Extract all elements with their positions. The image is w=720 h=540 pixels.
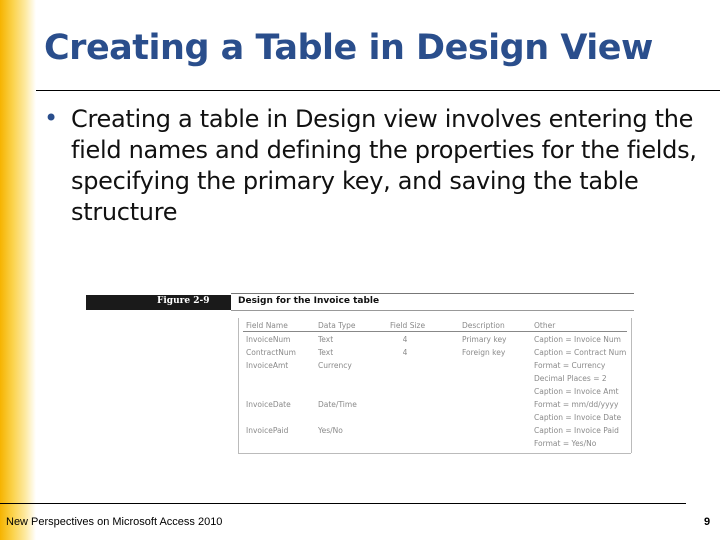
footer-text: New Perspectives on Microsoft Access 2010 <box>6 516 223 528</box>
bullet-marker: • <box>44 104 59 132</box>
table-cell-other: Decimal Places = 2 <box>534 374 607 383</box>
table-cell-other: Format = Yes/No <box>534 439 597 448</box>
column-header-field-name: Field Name <box>246 321 288 330</box>
accent-side-bar <box>0 0 36 540</box>
column-header-description: Description <box>462 321 505 330</box>
column-header-data-type: Data Type <box>318 321 356 330</box>
figure-header-rule <box>231 310 634 311</box>
figure-label: Figure 2-9 <box>157 296 210 306</box>
table-cell-field: ContractNum <box>246 348 296 357</box>
table-cell-description: Foreign key <box>462 348 506 357</box>
table-cell-other: Format = mm/dd/yyyy <box>534 400 619 409</box>
table-cell-field: InvoiceNum <box>246 335 291 344</box>
table-cell-type: Currency <box>318 361 352 370</box>
table-cell-other: Caption = Invoice Paid <box>534 426 619 435</box>
table-cell-type: Date/Time <box>318 400 357 409</box>
slide-title: Creating a Table in Design View <box>44 28 653 68</box>
table-cell-size: 4 <box>402 335 408 344</box>
table-cell-other: Caption = Contract Num <box>534 348 627 357</box>
table-cell-description: Primary key <box>462 335 507 344</box>
footer-divider <box>0 503 686 504</box>
table-cell-type: Text <box>318 335 334 344</box>
table-cell-other: Format = Currency <box>534 361 606 370</box>
page-number: 9 <box>704 516 711 528</box>
table-cell-other: Caption = Invoice Date <box>534 413 622 422</box>
table-cell-size: 4 <box>402 348 408 357</box>
table-cell-other: Caption = Invoice Num <box>534 335 621 344</box>
table-cell-field: InvoicePaid <box>246 426 289 435</box>
table-cell-field: InvoiceDate <box>246 400 291 409</box>
table-cell-field: InvoiceAmt <box>246 361 289 370</box>
figure-top-rule <box>231 293 634 294</box>
table-cell-type: Text <box>318 348 334 357</box>
table-cell-type: Yes/No <box>318 426 343 435</box>
bullet-text: Creating a table in Design view involves entering the field names and defining the properties for the fields, specifying the primary key, and saving the table structure <box>71 105 697 226</box>
figure-table-bottom-rule <box>238 453 631 454</box>
figure-caption: Design for the Invoice table <box>238 296 380 306</box>
title-divider <box>36 90 720 91</box>
column-header-rule <box>243 331 627 332</box>
table-cell-other: Caption = Invoice Amt <box>534 387 619 396</box>
column-header-other: Other <box>534 321 556 330</box>
column-header-field-size: Field Size <box>390 321 426 330</box>
